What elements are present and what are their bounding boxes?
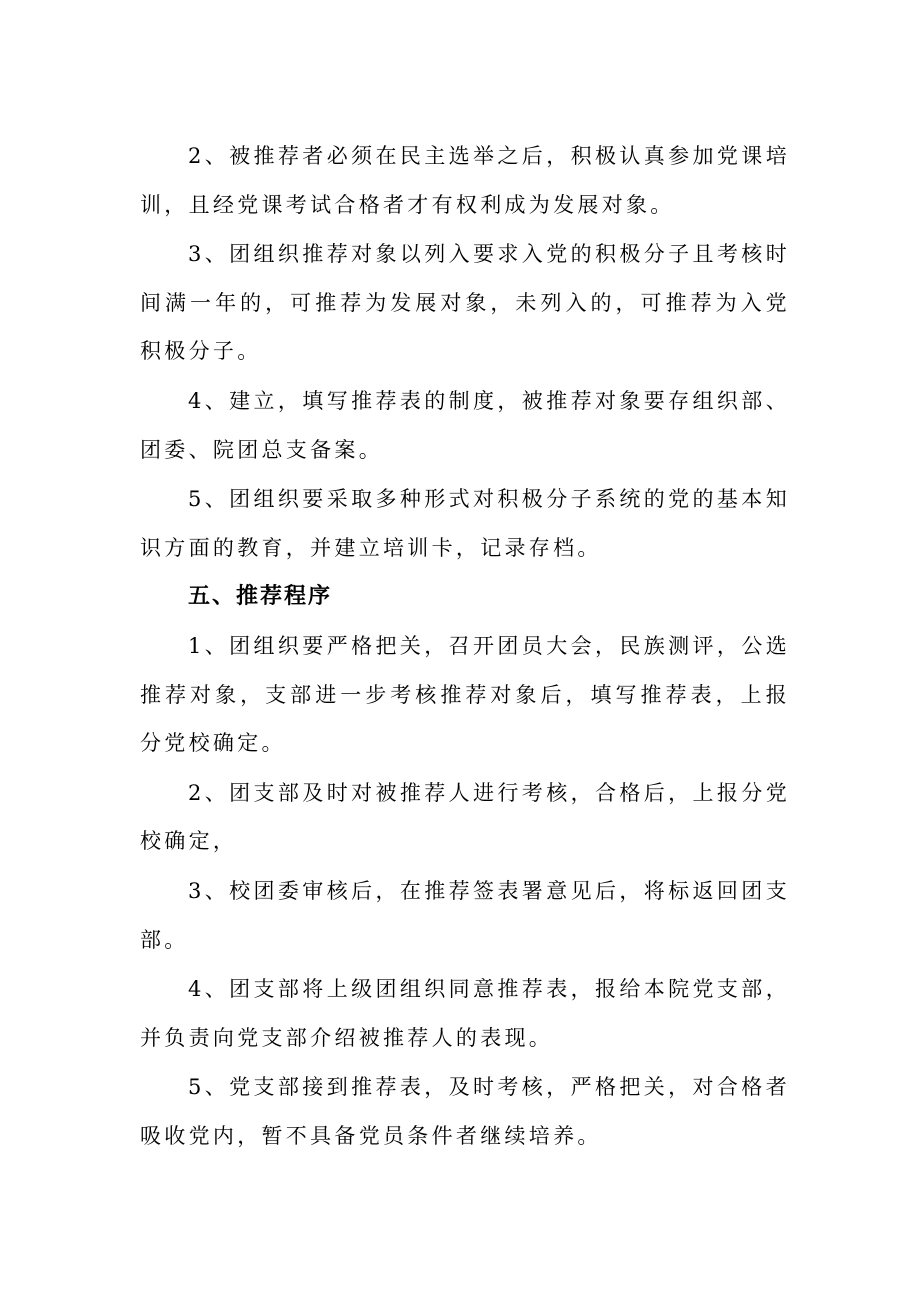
paragraph-requirement-5: 5、团组织要采取多种形式对积极分子系统的党的基本知识方面的教育，并建立培训卡，记录存档。	[140, 487, 790, 560]
paragraph-procedure-1: 1、团组织要严格把关，召开团员大会，民族测评，公选推荐对象，支部进一步考核推荐对象后，填写推荐表，上报分党校确定。	[140, 633, 790, 756]
paragraph-procedure-2: 2、团支部及时对被推荐人进行考核，合格后，上报分党校确定，	[140, 780, 790, 854]
paragraph-procedure-5: 5、党支部接到推荐表，及时考核，严格把关，对合格者吸收党内，暂不具备党员条件者继续培养。	[140, 1075, 790, 1148]
document-body	[140, 132, 790, 1161]
paragraph-procedure-4: 4、团支部将上级团组织同意推荐表，报给本院党支部，并负责向党支部介绍被推荐人的表现。	[140, 977, 790, 1050]
paragraph-requirement-4: 4、建立，填写推荐表的制度，被推荐对象要存组织部、团委、院团总支备案。	[140, 388, 790, 462]
paragraph-requirement-2: 2、被推荐者必须在民主选举之后，积极认真参加党课培训，且经党课考试合格者才有权利成为发展对象。	[140, 144, 790, 217]
paragraph-requirement-3: 3、团组织推荐对象以列入要求入党的积极分子且考核时间满一年的，可推荐为发展对象，未列入的，可推荐为入党积极分子。	[140, 242, 790, 364]
section-heading-recommendation-procedure: 五、推荐程序	[188, 584, 333, 610]
paragraph-procedure-3: 3、校团委审核后，在推荐签表署意见后，将标返回团支部。	[140, 878, 790, 952]
